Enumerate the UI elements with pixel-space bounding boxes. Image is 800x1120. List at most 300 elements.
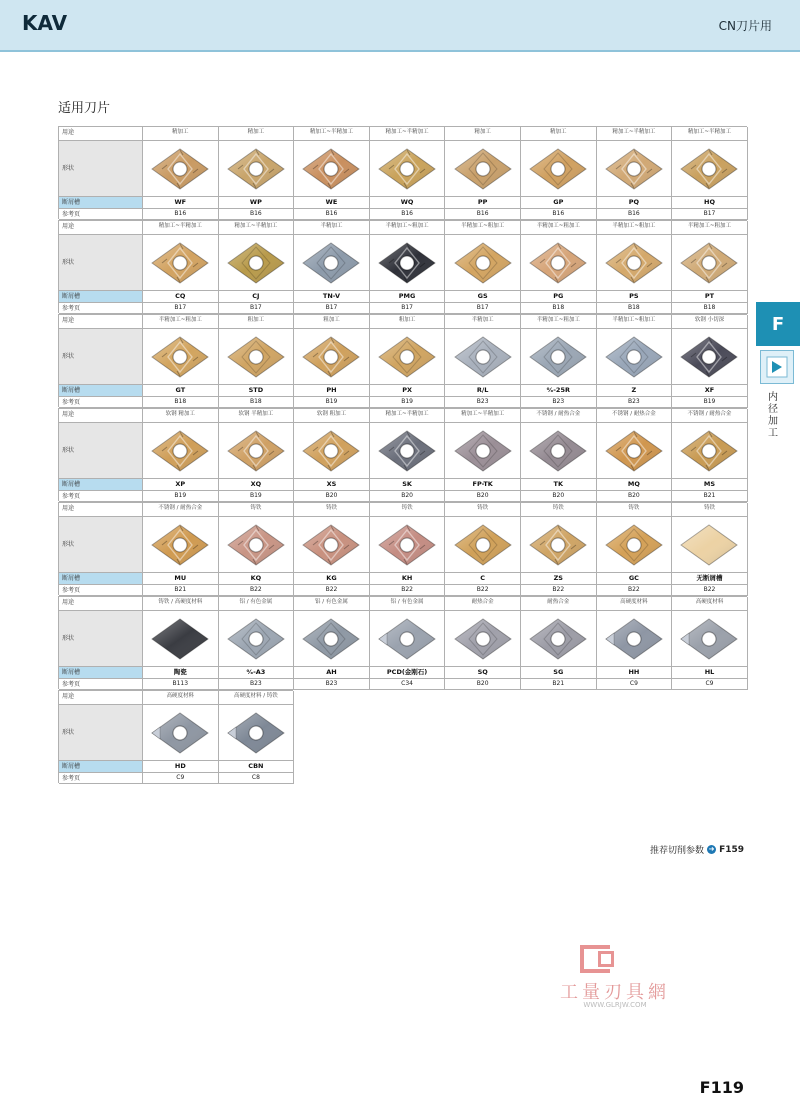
chipbreaker-code[interactable]: TK [521, 479, 597, 491]
chipbreaker-code[interactable]: GP [521, 197, 597, 209]
chipbreaker-code[interactable]: PT [672, 291, 748, 303]
insert-use: 不锈钢 / 耐热合金 [143, 503, 219, 517]
reference-page[interactable]: B18 [219, 397, 295, 408]
insert-use: 铝 / 有色金属 [294, 597, 370, 611]
reference-page[interactable]: B19 [672, 397, 748, 408]
insert---icon [679, 523, 739, 567]
reference-page[interactable]: B19 [294, 397, 370, 408]
insert-use: 铸铁 [294, 503, 370, 517]
chipbreaker-code[interactable]: FP-TK [445, 479, 521, 491]
insert-use: 软钢 半精加工 [219, 409, 295, 423]
row-label-ref: 参考页 [59, 397, 143, 408]
insert-use: 精加工 [219, 127, 295, 141]
insert-image[interactable] [219, 329, 295, 385]
insert-image[interactable] [521, 611, 597, 667]
insert-image[interactable] [294, 235, 370, 291]
insert-use: 高硬度材料 / 铸铁 [219, 691, 295, 705]
chipbreaker-code[interactable]: PP [445, 197, 521, 209]
insert-mu-icon [150, 523, 210, 567]
reference-page[interactable]: B22 [445, 585, 521, 596]
reference-page[interactable]: B20 [521, 491, 597, 502]
insert-block [58, 408, 747, 501]
insert-use: 不锈钢 / 耐热合金 [597, 409, 673, 423]
row-label-use: 用途 [59, 221, 143, 235]
insert-use: 精加工~半精加工 [294, 127, 370, 141]
insert-sq-icon [453, 617, 513, 661]
insert-image[interactable] [445, 423, 521, 479]
page-header [0, 0, 800, 52]
row-label-ref: 参考页 [59, 209, 143, 220]
row-label-shape: 形状 [59, 141, 143, 197]
chipbreaker-code[interactable]: AH [294, 667, 370, 679]
insert-block [58, 690, 293, 783]
insert-image[interactable] [445, 517, 521, 573]
reference-page[interactable]: B23 [445, 397, 521, 408]
chipbreaker-code[interactable]: XP [143, 479, 219, 491]
insert-image[interactable] [445, 141, 521, 197]
insert-image[interactable] [219, 235, 295, 291]
insert-fp-tk-icon [453, 429, 513, 473]
insert-use: 半精加工~粗加工 [370, 221, 446, 235]
insert-image[interactable] [143, 141, 219, 197]
reference-page[interactable]: B18 [143, 397, 219, 408]
insert-we-icon [301, 147, 361, 191]
insert-gp-icon [528, 147, 588, 191]
chipbreaker-code[interactable]: STD [219, 385, 295, 397]
chapter-tab[interactable]: F [756, 302, 800, 346]
chipbreaker-code[interactable]: WQ [370, 197, 446, 209]
reference-page[interactable]: B17 [672, 209, 748, 220]
row-label-use: 用途 [59, 503, 143, 517]
insert-image[interactable] [597, 235, 673, 291]
insert-use: 软钢 精加工 [143, 409, 219, 423]
page-number: F119 [699, 1078, 744, 1097]
insert-image[interactable] [672, 141, 748, 197]
chipbreaker-code[interactable]: HL [672, 667, 748, 679]
insert-use: 半精加工~粗加工 [445, 221, 521, 235]
insert-px-icon [377, 335, 437, 379]
insert-use: 精加工 [521, 127, 597, 141]
insert-hh-icon [604, 617, 664, 661]
insert-use: 铸铁 [597, 503, 673, 517]
chipbreaker-code[interactable]: PH [294, 385, 370, 397]
insert-mq-icon [604, 429, 664, 473]
boring-icon [760, 350, 794, 384]
reference-page[interactable]: B16 [445, 209, 521, 220]
chipbreaker-code[interactable]: KQ [219, 573, 295, 585]
row-label-chip: 断屑槽 [59, 197, 143, 209]
insert-use: 半精加工~粗加工 [521, 221, 597, 235]
reference-page[interactable]: B19 [143, 491, 219, 502]
reference-page[interactable]: B18 [672, 303, 748, 314]
insert-cbn-icon [226, 711, 286, 755]
insert-image[interactable] [219, 517, 295, 573]
reference-page[interactable]: B23 [294, 679, 370, 690]
insert-use: 铸铁 [445, 503, 521, 517]
row-label-use: 用途 [59, 691, 143, 705]
insert-image[interactable] [219, 705, 295, 761]
insert-image[interactable] [143, 235, 219, 291]
insert-use: 粗加工 [370, 315, 446, 329]
reference-page[interactable]: B20 [445, 679, 521, 690]
insert-ms-icon [679, 429, 739, 473]
row-label-chip: 断屑槽 [59, 479, 143, 491]
insert-image[interactable] [219, 141, 295, 197]
insert-pmg-icon [377, 241, 437, 285]
reference-page[interactable]: C9 [597, 679, 673, 690]
insert-use: 不锈钢 / 耐热合金 [672, 409, 748, 423]
insert-use: 不锈钢 / 耐热合金 [521, 409, 597, 423]
reference-page[interactable]: C34 [370, 679, 446, 690]
insert-ps-icon [604, 241, 664, 285]
chipbreaker-code[interactable]: KG [294, 573, 370, 585]
reference-page[interactable]: B21 [521, 679, 597, 690]
insert-z-icon [604, 335, 664, 379]
insert-pg-icon [528, 241, 588, 285]
insert-image[interactable] [294, 423, 370, 479]
chipbreaker-code[interactable]: TN-V [294, 291, 370, 303]
reference-page[interactable]: B23 [219, 679, 295, 690]
chipbreaker-code[interactable]: WP [219, 197, 295, 209]
chipbreaker-code[interactable]: ZS [521, 573, 597, 585]
insert-block [58, 596, 747, 689]
insert-image[interactable] [597, 517, 673, 573]
reference-page[interactable]: C8 [219, 773, 295, 784]
insert-use: 精加工~半精加工 [370, 127, 446, 141]
insert-pq-icon [604, 147, 664, 191]
insert-wq-icon [377, 147, 437, 191]
chipbreaker-code[interactable]: PCD(金刚石) [370, 667, 446, 679]
insert-pt-icon [679, 241, 739, 285]
insert-image[interactable] [597, 611, 673, 667]
row-label-shape: 形状 [59, 611, 143, 667]
insert-image[interactable] [143, 517, 219, 573]
row-label-chip: 断屑槽 [59, 385, 143, 397]
insert-image[interactable] [672, 329, 748, 385]
insert-image[interactable] [370, 235, 446, 291]
insert-ah-icon [301, 617, 361, 661]
insert-image[interactable] [672, 235, 748, 291]
insert-wp-icon [226, 147, 286, 191]
row-label-shape: 形状 [59, 423, 143, 479]
reference-page[interactable]: B17 [294, 303, 370, 314]
insert--a3-icon [226, 617, 286, 661]
insert-block [58, 220, 747, 313]
insert-hd-icon [150, 711, 210, 755]
row-label-chip: 断屑槽 [59, 761, 143, 773]
reference-page[interactable]: B20 [294, 491, 370, 502]
insert-use: 耐热合金 [445, 597, 521, 611]
insert-image[interactable] [445, 611, 521, 667]
chipbreaker-code[interactable]: SK [370, 479, 446, 491]
chipbreaker-code[interactable]: KH [370, 573, 446, 585]
reference-page[interactable]: B17 [219, 303, 295, 314]
reference-page[interactable]: B17 [370, 303, 446, 314]
insert-use: 精加工 [143, 127, 219, 141]
insert-image[interactable] [672, 517, 748, 573]
insert-use: 软钢 小切深 [672, 315, 748, 329]
chipbreaker-code[interactable]: 陶瓷 [143, 667, 219, 679]
insert-image[interactable] [370, 329, 446, 385]
insert-use: 精加工~半精加工 [143, 221, 219, 235]
row-label-shape: 形状 [59, 235, 143, 291]
insert-image[interactable] [445, 329, 521, 385]
insert-image[interactable] [143, 705, 219, 761]
insert-cj-icon [226, 241, 286, 285]
chipbreaker-code[interactable]: R/L [445, 385, 521, 397]
chipbreaker-code[interactable]: C [445, 573, 521, 585]
row-label-shape: 形状 [59, 329, 143, 385]
insert-use: 粗加工 [219, 315, 295, 329]
insert-use: 铸铁 [672, 503, 748, 517]
reference-page[interactable]: B19 [219, 491, 295, 502]
chipbreaker-code[interactable]: HQ [672, 197, 748, 209]
chapter-label: 内径加工 [768, 392, 778, 439]
insert-gt-icon [150, 335, 210, 379]
row-label-ref: 参考页 [59, 491, 143, 502]
reference-page[interactable]: B16 [370, 209, 446, 220]
insert-sg-icon [528, 617, 588, 661]
chipbreaker-code[interactable]: SG [521, 667, 597, 679]
reference-page[interactable]: B16 [143, 209, 219, 220]
insert-use: 半精加工~粗加工 [597, 221, 673, 235]
chipbreaker-code[interactable]: PG [521, 291, 597, 303]
reference-page[interactable]: B17 [143, 303, 219, 314]
insert-image[interactable] [521, 141, 597, 197]
section-title: 适用刀片 [58, 101, 111, 116]
insert-sk-icon [377, 429, 437, 473]
insert-image[interactable] [672, 611, 748, 667]
row-label-ref: 参考页 [59, 585, 143, 596]
reference-page[interactable]: B22 [521, 585, 597, 596]
reference-page[interactable]: B17 [445, 303, 521, 314]
insert-cq-icon [150, 241, 210, 285]
insert-wf-icon [150, 147, 210, 191]
insert-use: 半精加工~粗加工 [672, 221, 748, 235]
insert-use: 耐热合金 [521, 597, 597, 611]
insert-xs-icon [301, 429, 361, 473]
chipbreaker-code[interactable]: Z [597, 385, 673, 397]
insert-kh-icon [377, 523, 437, 567]
chipbreaker-code[interactable]: XQ [219, 479, 295, 491]
insert-image[interactable] [294, 517, 370, 573]
chipbreaker-code[interactable]: WF [143, 197, 219, 209]
insert-image[interactable] [521, 235, 597, 291]
insert-tn-v-icon [301, 241, 361, 285]
reference-page[interactable]: B18 [521, 303, 597, 314]
insert-image[interactable] [294, 611, 370, 667]
insert-use: 软钢 粗加工 [294, 409, 370, 423]
arrow-right-icon: ➜ [708, 845, 715, 853]
reference-page[interactable]: B16 [521, 209, 597, 220]
row-label-use: 用途 [59, 127, 143, 141]
insert-pp-icon [453, 147, 513, 191]
watermark [540, 945, 690, 1015]
page-subtitle: CN刀片用 [718, 19, 772, 33]
row-label-chip: 断屑槽 [59, 573, 143, 585]
recommend-page: F159 [719, 844, 744, 855]
insert-use: 高硬度材料 [143, 691, 219, 705]
reference-page[interactable]: B22 [219, 585, 295, 596]
insert-image[interactable] [294, 329, 370, 385]
insert-image[interactable] [597, 141, 673, 197]
chipbreaker-code[interactable]: WE [294, 197, 370, 209]
row-label-ref: 参考页 [59, 773, 143, 784]
reference-page[interactable]: B23 [521, 397, 597, 408]
chipbreaker-code[interactable]: GS [445, 291, 521, 303]
chipbreaker-code[interactable]: XF [672, 385, 748, 397]
insert-use: 半精加工 [294, 221, 370, 235]
recommend-text: 推荐切削参数 [650, 846, 705, 856]
insert-image[interactable] [143, 611, 219, 667]
insert-block [58, 126, 747, 219]
insert-image[interactable] [143, 423, 219, 479]
row-label-use: 用途 [59, 597, 143, 611]
insert-use: 粗加工 [294, 315, 370, 329]
insert-use: 铸铁 [370, 503, 446, 517]
insert-use: 精加工~半精加工 [370, 409, 446, 423]
chipbreaker-code[interactable]: CJ [219, 291, 295, 303]
insert-use: 精加工 [445, 127, 521, 141]
chipbreaker-code[interactable]: 无断屑槽 [672, 573, 748, 585]
insert-use: 半精加工~粗加工 [597, 315, 673, 329]
insert-image[interactable] [294, 141, 370, 197]
chipbreaker-code[interactable]: HH [597, 667, 673, 679]
chipbreaker-code[interactable]: SQ [445, 667, 521, 679]
reference-page[interactable]: B16 [597, 209, 673, 220]
insert-image[interactable] [143, 329, 219, 385]
reference-page[interactable]: B21 [143, 585, 219, 596]
row-label-shape: 形状 [59, 517, 143, 573]
chipbreaker-code[interactable]: GC [597, 573, 673, 585]
insert-image[interactable] [597, 329, 673, 385]
reference-page[interactable]: B16 [219, 209, 295, 220]
recommend-link[interactable] [650, 843, 744, 856]
insert-xp-icon [150, 429, 210, 473]
insert-ph-icon [301, 335, 361, 379]
insert-image[interactable] [521, 423, 597, 479]
reference-page[interactable]: C9 [672, 679, 748, 690]
insert-c-icon [453, 523, 513, 567]
insert-image[interactable] [445, 235, 521, 291]
insert-image[interactable] [370, 611, 446, 667]
chipbreaker-code[interactable]: CQ [143, 291, 219, 303]
insert-image[interactable] [597, 423, 673, 479]
row-label-ref: 参考页 [59, 303, 143, 314]
insert-use: 高硬度材料 [597, 597, 673, 611]
insert-use: 高硬度材料 [672, 597, 748, 611]
insert-use: 铸铁 [521, 503, 597, 517]
reference-page[interactable]: B20 [370, 491, 446, 502]
insert-block [58, 502, 747, 595]
reference-page[interactable]: B22 [294, 585, 370, 596]
page-title: KAV [22, 11, 68, 35]
insert-use: 半精加工~粗加工 [521, 315, 597, 329]
insert-std-icon [226, 335, 286, 379]
insert-pcd--icon [377, 617, 437, 661]
insert-xq-icon [226, 429, 286, 473]
watermark-logo-inner [598, 951, 614, 967]
reference-page[interactable]: B22 [370, 585, 446, 596]
reference-page[interactable]: B22 [672, 585, 748, 596]
insert-image[interactable] [370, 141, 446, 197]
insert-use: 精加工~半精加工 [219, 221, 295, 235]
chipbreaker-code[interactable]: ⁰⁄ₓ-A3 [219, 667, 295, 679]
insert-image[interactable] [672, 423, 748, 479]
row-label-chip: 断屑槽 [59, 667, 143, 679]
insert-use: 铝 / 有色金属 [370, 597, 446, 611]
row-label-ref: 参考页 [59, 679, 143, 690]
reference-page[interactable]: C9 [143, 773, 219, 784]
insert-hl-icon [679, 617, 739, 661]
row-label-use: 用途 [59, 409, 143, 423]
insert-tk-icon [528, 429, 588, 473]
chipbreaker-code[interactable]: MS [672, 479, 748, 491]
reference-page[interactable]: B22 [597, 585, 673, 596]
reference-page[interactable]: B16 [294, 209, 370, 220]
insert-use: 精加工~半精加工 [597, 127, 673, 141]
watermark-url: WWW.GLRJW.COM [583, 1001, 647, 1009]
reference-page[interactable]: B23 [597, 397, 673, 408]
chipbreaker-code[interactable]: PMG [370, 291, 446, 303]
row-label-use: 用途 [59, 315, 143, 329]
insert-image[interactable] [370, 517, 446, 573]
chipbreaker-code[interactable]: MQ [597, 479, 673, 491]
reference-page[interactable]: B20 [597, 491, 673, 502]
insert-xf-icon [679, 335, 739, 379]
chipbreaker-code[interactable]: ⁰⁄ₓ-25R [521, 385, 597, 397]
insert-image[interactable] [521, 329, 597, 385]
row-label-shape: 形状 [59, 705, 143, 761]
chipbreaker-code[interactable]: PQ [597, 197, 673, 209]
chipbreaker-code[interactable]: PS [597, 291, 673, 303]
insert-block [58, 314, 747, 407]
insert--25r-icon [528, 335, 588, 379]
reference-page[interactable]: B21 [672, 491, 748, 502]
insert-use: 半精加工 [445, 315, 521, 329]
reference-page[interactable]: B113 [143, 679, 219, 690]
chipbreaker-code[interactable]: CBN [219, 761, 295, 773]
insert-use: 铸铁 [219, 503, 295, 517]
chipbreaker-code[interactable]: PX [370, 385, 446, 397]
reference-page[interactable]: B19 [370, 397, 446, 408]
chipbreaker-code[interactable]: MU [143, 573, 219, 585]
insert-image[interactable] [219, 423, 295, 479]
insert-image[interactable] [370, 423, 446, 479]
row-label-chip: 断屑槽 [59, 291, 143, 303]
insert-use: 铝 / 有色金属 [219, 597, 295, 611]
insert-use: 半精加工~粗加工 [143, 315, 219, 329]
chipbreaker-code[interactable]: XS [294, 479, 370, 491]
insert-use: 铸铁 / 高硬度材料 [143, 597, 219, 611]
insert-use: 精加工~半精加工 [672, 127, 748, 141]
insert-image[interactable] [521, 517, 597, 573]
insert-image[interactable] [219, 611, 295, 667]
insert-kg-icon [301, 523, 361, 567]
chipbreaker-code[interactable]: HD [143, 761, 219, 773]
insert-zs-icon [528, 523, 588, 567]
insert-kq-icon [226, 523, 286, 567]
reference-page[interactable]: B20 [445, 491, 521, 502]
insert-use: 精加工~半精加工 [445, 409, 521, 423]
insert-gc-icon [604, 523, 664, 567]
insert-hq-icon [679, 147, 739, 191]
reference-page[interactable]: B18 [597, 303, 673, 314]
insert---icon [150, 617, 210, 661]
insert-r-l-icon [453, 335, 513, 379]
chipbreaker-code[interactable]: GT [143, 385, 219, 397]
insert-gs-icon [453, 241, 513, 285]
